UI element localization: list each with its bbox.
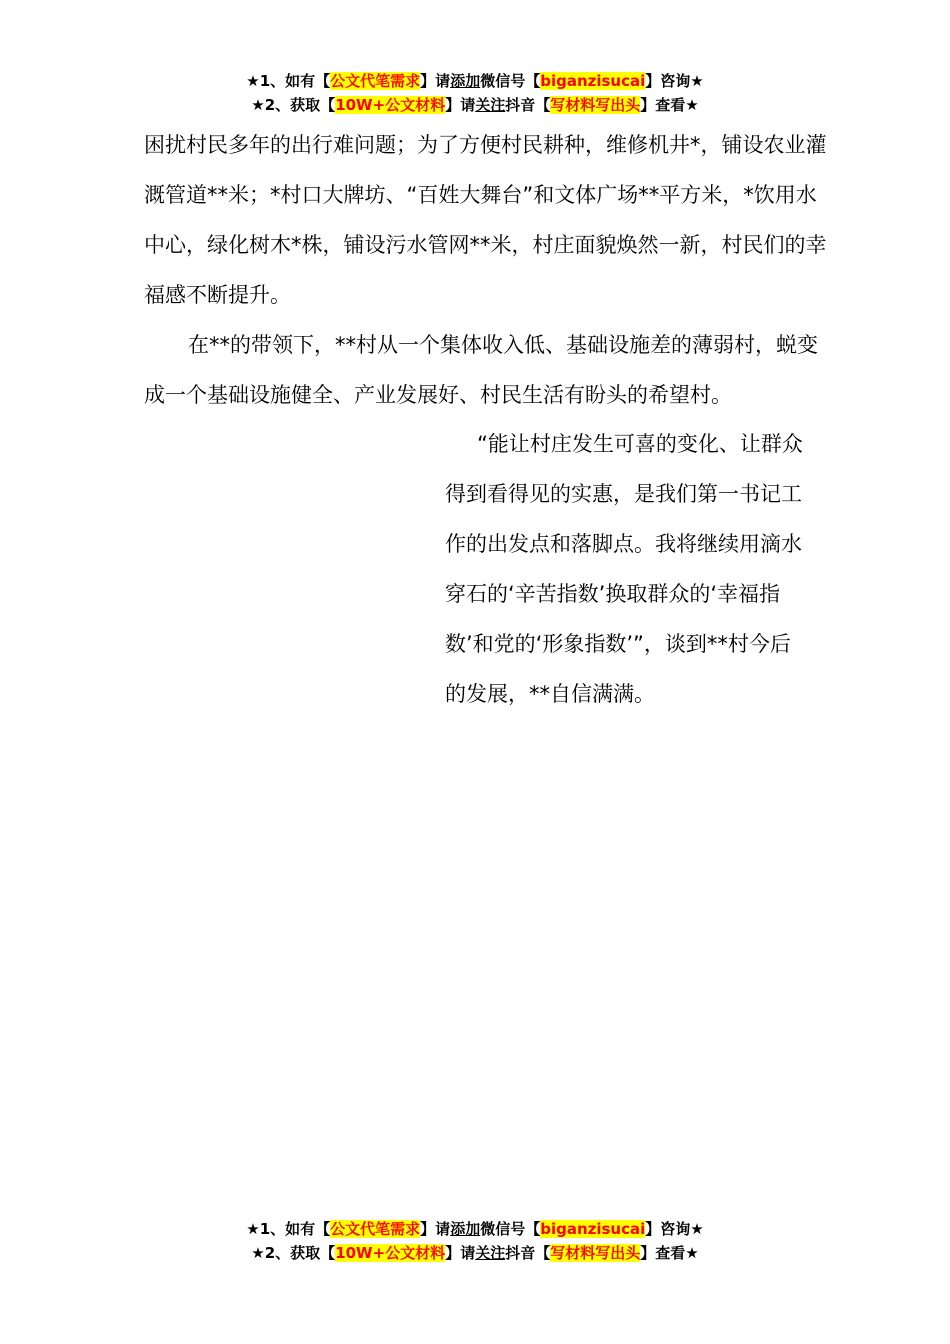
banner-highlight: 写材料写出头 (550, 96, 641, 114)
quote-block: “能让村庄发生可喜的变化、让群众得到看得见的实惠，是我们第一书记工作的出发点和落脚点。我将继续用滴水穿石的‘辛苦指数’换取群众的‘幸福指数’和党的‘形象指数’”，谈到**村今后的发展，**自信满满。 (445, 432, 803, 706)
banner-line-1: ★1、如有【公文代笔需求】请添加微信号【biganzisucai】咨询★ (246, 72, 704, 90)
banner-line-2: ★2、获取【10W+公文材料】请关注抖音【写材料写出头】查看★ (251, 96, 699, 114)
banner-line-1: ★1、如有【公文代笔需求】请添加微信号【biganzisucai】咨询★ (246, 1220, 704, 1238)
paragraph-1: 困扰村民多年的出行难问题；为了方便村民耕种，维修机井*，铺设农业灌溉管道**米；*村口大牌坊、“百姓大舞台”和文体广场**平方米，*饮用水中心，绿化树木*株，铺设污水管网**米，村庄面貌焕然一新，村民们的幸福感不断提升。 (144, 133, 827, 307)
banner-highlight: 10W+公文材料 (335, 96, 446, 114)
document-body (144, 120, 834, 420)
banner-highlight: 公文代笔需求 (330, 72, 421, 90)
banner-highlight: biganzisucai (540, 72, 646, 90)
banner-highlight: 公文代笔需求 (330, 1220, 421, 1238)
header-banner (0, 69, 950, 117)
footer-banner (0, 1217, 950, 1265)
banner-highlight: biganzisucai (540, 1220, 646, 1238)
paragraph-2: 在**的带领下，**村从一个集体收入低、基础设施差的薄弱村，蜕变成一个基础设施健全、产业发展好、村民生活有盼头的希望村。 (144, 333, 818, 407)
banner-highlight: 10W+公文材料 (335, 1244, 446, 1262)
banner-line-2: ★2、获取【10W+公文材料】请关注抖音【写材料写出头】查看★ (251, 1244, 699, 1262)
banner-highlight: 写材料写出头 (550, 1244, 641, 1262)
